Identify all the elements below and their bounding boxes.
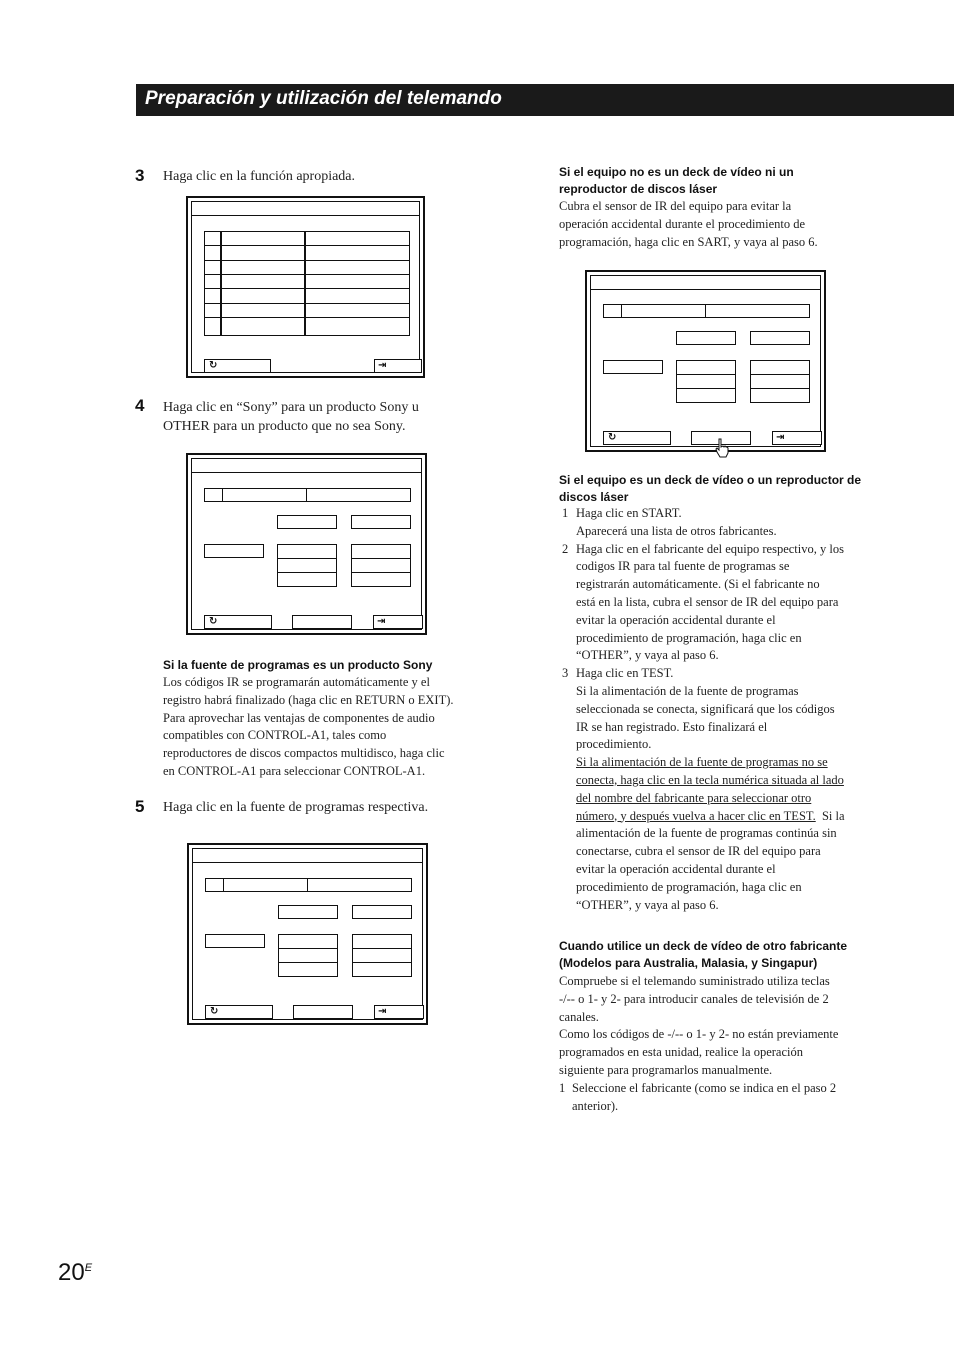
- other-maker-line: -/-- o 1- y 2- para introducir canales de televisión de 2: [559, 991, 829, 1006]
- is-video-heading: [559, 472, 861, 506]
- list-item: [559, 1080, 838, 1116]
- step-4-text: [163, 398, 419, 436]
- return-button[interactable]: [204, 359, 271, 373]
- plain-span: Si la: [815, 808, 845, 823]
- exit-button[interactable]: [374, 359, 422, 373]
- underlined-span: número, y después vuelva a hacer clic en TEST.: [576, 808, 816, 823]
- list-item-line: codigos IR para tal fuente de programas se: [576, 559, 790, 574]
- list-item-line: registrarán automáticamente. (Si el fabricante no: [576, 577, 820, 592]
- list-item-line: “OTHER”, y vaya al paso 6.: [576, 897, 719, 912]
- underlined-line: del nombre del fabricante para seleccionar otro: [576, 790, 812, 805]
- sony-note-line: registro habrá finalizado (haga clic en RETURN o EXIT).: [163, 692, 454, 707]
- step-3-text: Haga clic en la función apropiada.: [163, 169, 356, 184]
- list-item: [559, 665, 899, 914]
- list-item-line: conectarse, cubra el sensor de IR del equipo para: [576, 844, 821, 859]
- is-video-heading-line-1: Si el equipo es un deck de vídeo o un reproductor de: [559, 473, 862, 487]
- underlined-line: Si la alimentación de la fuente de programas no se: [576, 755, 828, 770]
- exit-icon: ⇥: [377, 616, 386, 627]
- screen-start-select: [585, 270, 826, 452]
- list-item: [559, 505, 899, 541]
- page-suffix: E: [84, 1262, 93, 1274]
- exit-icon: ⇥: [776, 432, 785, 443]
- not-video-heading-line-2: reproductor de discos láser: [559, 182, 718, 196]
- not-video-line: operación accidental durante el procedimiento de: [559, 216, 806, 231]
- return-button[interactable]: [205, 1005, 273, 1019]
- list-item-line: procedimiento de programación, haga clic en: [576, 879, 802, 894]
- screen-function-list: [186, 196, 425, 378]
- sony-note-line: Para aprovechar las ventajas de componentes de audio: [163, 710, 435, 725]
- exit-button[interactable]: [373, 615, 423, 629]
- other-maker-line: programados en esta unidad, realice la operación: [559, 1045, 803, 1060]
- mixed-line: [576, 808, 899, 826]
- list-item-line: alimentación de la fuente de programas continúa sin: [576, 826, 837, 841]
- exit-icon: ⇥: [378, 360, 387, 371]
- section-title: Preparación y utilización del telemando: [145, 88, 502, 109]
- underlined-line: conecta, haga clic en la tecla numérica situada al lado: [576, 772, 844, 787]
- page-number: [58, 1259, 92, 1287]
- list-item-line: Haga clic en TEST.: [576, 666, 674, 681]
- step-5-text: Haga clic en la fuente de programas respectiva.: [163, 800, 429, 815]
- not-video-line: Cubra el sensor de IR del equipo para evitar la: [559, 199, 792, 213]
- sony-note-line: compatibles con CONTROL-A1, tales como: [163, 728, 387, 743]
- hand-cursor-icon: [715, 438, 731, 458]
- other-maker-line: Como los códigos de -/-- o 1- y 2- no están previamente: [559, 1027, 839, 1042]
- not-video-heading: [559, 164, 794, 198]
- step-4-line-1: Haga clic en “Sony” para un producto Sony u: [163, 400, 419, 415]
- other-maker-heading-line-1: Cuando utilice un deck de vídeo de otro fabricante: [559, 939, 848, 953]
- other-maker-body: [559, 973, 838, 1115]
- step-4-number: 4: [135, 396, 145, 415]
- list-item-line: IR se han registrado. Esto finalizará el: [576, 719, 768, 734]
- sony-note-line: reproductores de discos compactos multidisco, haga clic: [163, 746, 445, 761]
- other-maker-heading-line-2: (Modelos para Australia, Malasia, y Singapur): [559, 956, 818, 970]
- screen-maker-select-1: [186, 453, 427, 635]
- sony-note-heading: Si la fuente de programas es un producto Sony: [163, 658, 433, 672]
- sony-note-line: Los códigos IR se programarán automáticamente y el: [163, 675, 430, 689]
- other-maker-line: Compruebe si el telemando suministrado utiliza teclas: [559, 974, 830, 988]
- return-button[interactable]: [204, 615, 272, 629]
- return-button[interactable]: [603, 431, 671, 445]
- page-number-value: 20: [58, 1259, 85, 1286]
- not-video-body: [559, 198, 818, 251]
- other-maker-line: canales.: [559, 1009, 599, 1024]
- list-item-number: 3: [562, 666, 569, 681]
- step-3-number: 3: [135, 166, 145, 185]
- exit-button[interactable]: [772, 431, 822, 445]
- list-item-number: 1: [562, 506, 569, 520]
- list-item: [559, 541, 899, 666]
- other-maker-heading: [559, 938, 847, 972]
- is-video-heading-line-2: discos láser: [559, 490, 629, 504]
- sony-note-line: en CONTROL-A1 para seleccionar CONTROL-A1.: [163, 763, 426, 778]
- return-icon: ↻: [608, 432, 617, 443]
- other-maker-line: siguiente para programarlos manualmente.: [559, 1062, 773, 1077]
- list-item-line: está en la lista, cubra el sensor de IR del equipo para: [576, 594, 839, 609]
- screen-maker-select-2: [187, 843, 428, 1025]
- step-4-line-2: OTHER para un producto que no sea Sony.: [163, 419, 406, 434]
- list-item-line: evitar la operación accidental durante el: [576, 612, 776, 627]
- list-item-line: Aparecerá una lista de otros fabricantes.: [576, 523, 777, 538]
- list-item-line: Seleccione el fabricante (como se indica en el paso 2: [572, 1080, 837, 1095]
- list-item-line: “OTHER”, y vaya al paso 6.: [576, 648, 719, 663]
- list-item-line: anterior).: [572, 1098, 619, 1113]
- exit-button[interactable]: [374, 1005, 424, 1019]
- list-item-line: seleccionada se conecta, significará que los códigos: [576, 701, 835, 716]
- list-item-number: 2: [562, 541, 569, 556]
- middle-button[interactable]: [293, 1005, 353, 1019]
- list-item-line: Si la alimentación de la fuente de programas: [576, 683, 799, 698]
- middle-button[interactable]: [292, 615, 352, 629]
- return-icon: ↻: [210, 1006, 219, 1017]
- list-item-number: 1: [559, 1080, 566, 1095]
- return-icon: ↻: [209, 616, 218, 627]
- section-banner: [136, 84, 954, 116]
- list-item-line: Haga clic en START.: [576, 506, 682, 520]
- not-video-line: programación, haga clic en SART, y vaya al paso 6.: [559, 234, 818, 249]
- list-item-line: Haga clic en el fabricante del equipo respectivo, y los: [576, 541, 844, 556]
- list-item-line: procedimiento.: [576, 737, 652, 752]
- sony-note-body: [163, 674, 454, 781]
- not-video-heading-line-1: Si el equipo no es un deck de vídeo ni un: [559, 165, 794, 179]
- return-icon: ↻: [209, 360, 218, 371]
- is-video-steps: [559, 505, 899, 914]
- list-item-line: procedimiento de programación, haga clic en: [576, 630, 802, 645]
- list-item-line: evitar la operación accidental durante el: [576, 861, 776, 876]
- step-5-number: 5: [135, 797, 145, 816]
- exit-icon: ⇥: [378, 1006, 387, 1017]
